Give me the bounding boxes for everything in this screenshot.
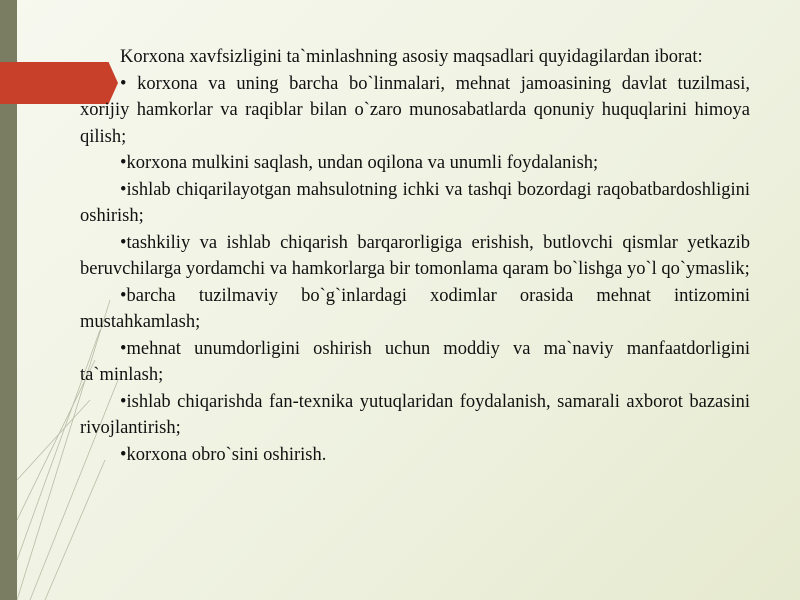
bullet-item: •barcha tuzilmaviy bo`g`inlardagi xodimlar orasida mehnat intizomini mustahkamlash;	[80, 285, 750, 332]
bullet-item: •korxona obro`sini oshirish.	[120, 444, 327, 465]
bullet-item: •tashkiliy va ishlab chiqarish barqarorligiga erishish, butlovchi qismlar yetkazib beruvchilarga yordamchi va hamkorlarga bir tomonlama qaram bo`lishga yo`l qo`ymaslik;	[80, 232, 750, 279]
bullet-item: •ishlab chiqarishda fan-texnika yutuqlaridan foydalanish, samarali axborot bazasini rivojlantirish;	[80, 391, 750, 438]
bullet-item: •korxona mulkini saqlash, undan oqilona va unumli foydalanish;	[120, 153, 599, 173]
bullet-item: •mehnat unumdorligini oshirish uchun moddiy va ma`naviy manfaatdorligini ta`minlash;	[80, 338, 750, 385]
bullet-item: • korxona va uning barcha bo`linmalari, mehnat jamoasining davlat tuzilmasi, xorijiy hamkorlar va raqiblar bilan o`zaro munosabatlarda qonuniy huquqlarini himoya qilish;	[80, 73, 750, 147]
bullet-item: •ishlab chiqarilayotgan mahsulotning ichki va tashqi bozordagi raqobatbardoshligini oshirish;	[80, 179, 750, 226]
slide-body	[80, 44, 750, 468]
intro-paragraph: Korxona xavfsizligini ta`minlashning asosiy maqsadlari quyidagilardan iborat:	[120, 47, 703, 67]
